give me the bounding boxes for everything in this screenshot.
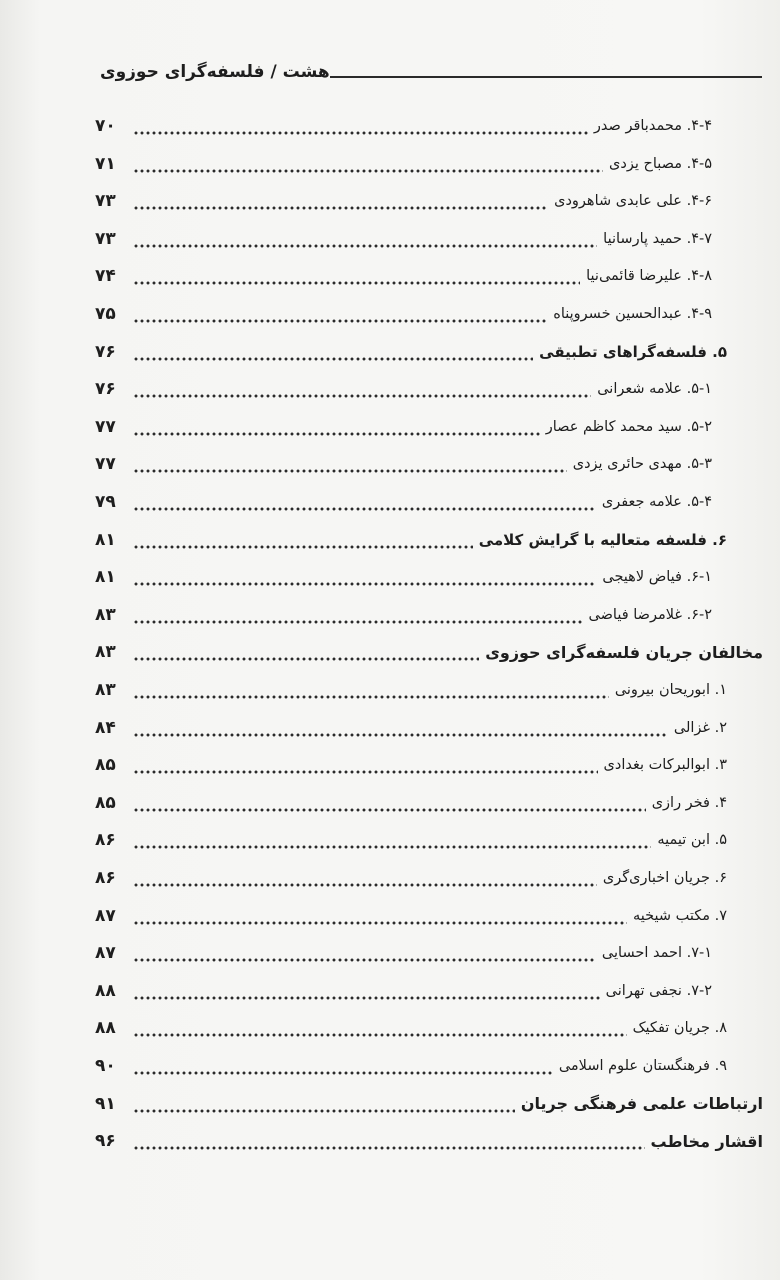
toc-page-number: ۸۸	[95, 980, 116, 1001]
toc-page-number: ۸۶	[95, 830, 116, 851]
dot-leader	[133, 1048, 553, 1084]
toc-entry-label: ۴. فخر رازی	[651, 794, 727, 811]
toc-page-number: ۹۶	[95, 1131, 116, 1152]
toc-entry	[95, 559, 712, 595]
toc-entry-label: ۶-۱. فیاض لاهیجی	[602, 569, 712, 586]
running-header	[90, 62, 762, 82]
dot-leader	[133, 785, 646, 821]
toc-page-number: ۷۶	[95, 341, 116, 362]
dot-leader	[133, 634, 479, 670]
toc-entry-label: ۴-۹. عبدالحسین خسروپناه	[553, 306, 712, 322]
dot-leader	[133, 672, 609, 708]
toc-entry	[95, 785, 727, 821]
toc-entry	[95, 822, 727, 858]
toc-entry-label: ۶. جریان اخباری‌گری	[602, 870, 727, 886]
toc-entry	[95, 1086, 763, 1122]
dot-leader	[133, 1123, 645, 1159]
toc-page-number: ۷۳	[95, 191, 116, 212]
dot-leader	[133, 409, 540, 445]
dot-leader	[133, 860, 597, 896]
toc-page-number: ۸۸	[95, 1018, 116, 1039]
toc-entry-label: ۱. ابوریحان بیرونی	[614, 682, 727, 698]
toc-page-number: ۷۷	[95, 454, 116, 475]
dot-leader	[133, 371, 591, 407]
toc-entry-label: اقشار مخاطب	[650, 1131, 763, 1151]
toc-entry-label: ۹. فرهنگستان علوم اسلامی	[558, 1058, 727, 1074]
toc-entry-label: ۴-۸. علیرضا قائمی‌نیا	[586, 268, 712, 285]
toc-page-number: ۸۶	[95, 868, 116, 888]
toc-entry-label: ۲. غزالی	[673, 719, 727, 736]
dot-leader	[133, 935, 596, 971]
dot-leader	[133, 183, 548, 219]
toc-entry-label: ۵-۳. مهدی حائری یزدی	[572, 456, 712, 473]
toc-entry	[95, 1123, 763, 1159]
toc-entry	[95, 860, 727, 896]
toc-entry-label: مخالفان جریان فلسفه‌گرای حوزوی	[485, 642, 763, 662]
toc-entry-label: ۴-۵. مصباح یزدی	[609, 155, 712, 172]
toc-page-number: ۷۵	[95, 304, 116, 324]
dot-leader	[133, 898, 627, 934]
toc-entry-label: ۳. ابوالبرکات بغدادی	[603, 757, 727, 774]
toc-entry	[95, 672, 727, 708]
dot-leader	[133, 446, 567, 482]
toc-entry	[95, 973, 712, 1009]
toc-entry-label: ۶-۲. غلامرضا فیاضی	[588, 606, 712, 623]
toc-entry-label: ۷. مکتب شیخیه	[632, 907, 727, 924]
toc-page-number: ۷۱	[95, 153, 116, 174]
dot-leader	[133, 559, 596, 595]
dot-leader	[133, 747, 598, 783]
toc-page-number: ۸۷	[95, 943, 116, 964]
dot-leader	[133, 296, 547, 332]
toc-entry-label: ۷-۱. احمد احسایی	[601, 945, 712, 962]
toc-page-number: ۸۳	[95, 642, 116, 663]
toc-entry	[95, 296, 712, 332]
toc-page-number: ۸۵	[95, 792, 116, 813]
toc-entry	[95, 597, 712, 633]
dot-leader	[133, 334, 533, 370]
toc-page-number: ۸۵	[95, 755, 116, 776]
toc-entry-label: ۷-۲. نجفی تهرانی	[605, 982, 712, 999]
toc-entry	[95, 183, 712, 219]
dot-leader	[133, 108, 588, 144]
toc-entry-label: ۵. فلسفه‌گراهای تطبیقی	[539, 342, 727, 361]
toc-page-number: ۸۱	[95, 529, 116, 550]
toc-entry	[95, 258, 712, 294]
toc-page-number: ۸۴	[95, 717, 116, 738]
toc-entry-label: ۵. ابن تیمیه	[657, 832, 727, 849]
dot-leader	[133, 1010, 627, 1046]
toc-entry	[95, 634, 763, 670]
toc-entry	[95, 1010, 727, 1046]
toc-page-number: ۸۳	[95, 680, 116, 700]
toc-page-number: ۷۷	[95, 416, 116, 437]
toc-entry-label: ارتباطات علمی فرهنگی جریان	[520, 1094, 763, 1114]
toc-entry	[95, 221, 712, 257]
toc-entry	[95, 108, 712, 144]
toc-entry-label: ۸. جریان تفکیک	[632, 1020, 727, 1037]
dot-leader	[133, 146, 603, 182]
toc-page-number: ۸۱	[95, 567, 116, 588]
dot-leader	[133, 522, 473, 558]
header-title: هشت / فلسفه‌گرای حوزوی	[100, 62, 330, 82]
toc-page-number: ۷۰	[95, 116, 116, 136]
dot-leader	[133, 258, 580, 294]
toc-entry	[95, 522, 727, 558]
toc-page-number: ۷۹	[95, 492, 116, 512]
dot-leader	[133, 973, 600, 1009]
dot-leader	[133, 822, 651, 858]
toc-entry	[95, 409, 712, 445]
dot-leader	[133, 221, 597, 257]
toc-entry	[95, 146, 712, 182]
toc-entry-label: ۴-۴. محمدباقر صدر	[593, 118, 712, 134]
toc-entry	[95, 747, 727, 783]
toc-entry	[95, 334, 727, 370]
toc-page-number: ۸۷	[95, 905, 116, 926]
toc-page-number: ۷۶	[95, 379, 116, 400]
dot-leader	[133, 484, 596, 520]
toc-entry-label: ۵-۲. سید محمد کاظم عصار	[545, 418, 712, 435]
toc-entry	[95, 484, 712, 520]
toc-page-number: ۹۱	[95, 1093, 116, 1114]
toc-entry	[95, 898, 727, 934]
toc-page-number: ۹۰	[95, 1056, 116, 1076]
toc-entry-label: ۴-۷. حمید پارسانیا	[603, 230, 712, 247]
toc-entry-label: ۶. فلسفه متعالیه با گرایش کلامی	[478, 530, 727, 549]
toc-page-number: ۷۴	[95, 266, 116, 287]
toc-entry-label: ۴-۶. علی عابدی شاهرودی	[554, 193, 712, 210]
toc-entry	[95, 371, 712, 407]
toc-entry	[95, 446, 712, 482]
toc-page-number: ۷۳	[95, 228, 116, 249]
toc-entry-label: ۵-۴. علامه جعفری	[601, 494, 712, 510]
dot-leader	[133, 597, 583, 633]
dot-leader	[133, 710, 668, 746]
toc-page-number: ۸۳	[95, 604, 116, 625]
toc-entry	[95, 1048, 727, 1084]
toc-entry	[95, 710, 727, 746]
toc-entry-label: ۵-۱. علامه شعرانی	[597, 381, 712, 398]
dot-leader	[133, 1086, 515, 1122]
toc-entry	[95, 935, 712, 971]
header-rule	[330, 76, 762, 78]
